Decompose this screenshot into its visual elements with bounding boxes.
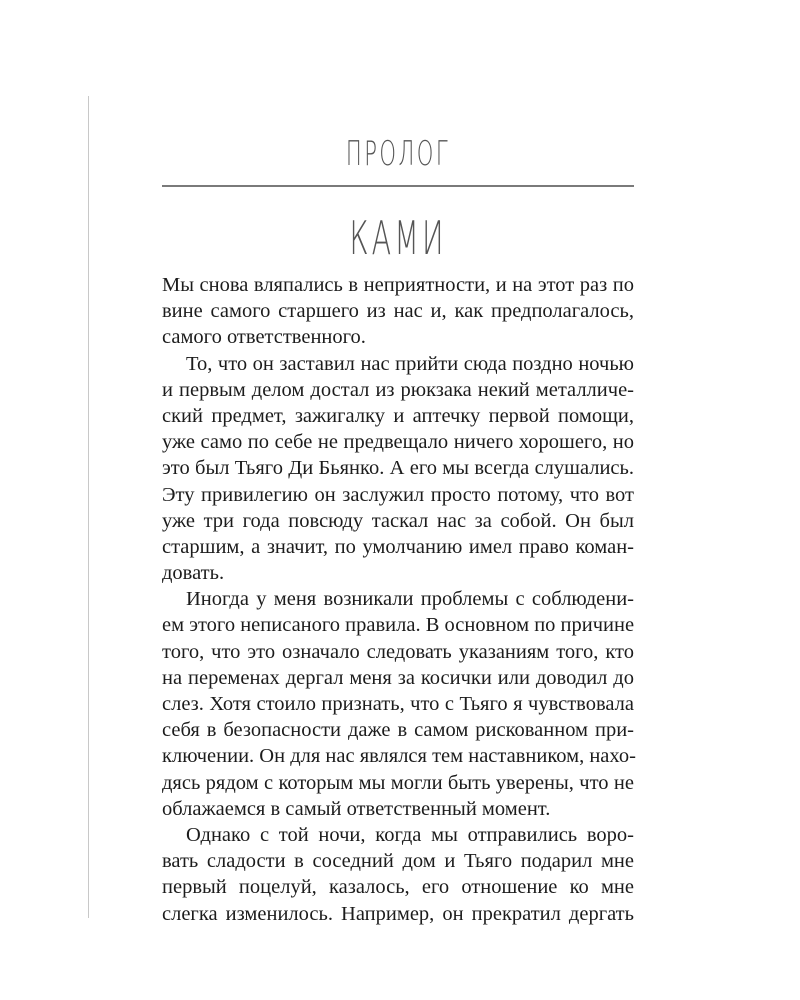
text-line: дясь рядом с которым мы могли быть уверены, что не <box>162 771 634 794</box>
text-line: и первым делом достал из рюкзака некий металличе- <box>162 378 634 401</box>
text-line: ем этого неписаного правила. В основном по причине <box>162 614 635 637</box>
text-line: ключении. Он для нас являлся тем наставником, нахо- <box>162 745 636 768</box>
paragraph-2 <box>162 351 634 587</box>
text-line: старшим, а значит, по умолчанию имел право коман- <box>162 535 634 558</box>
text-line: того, что это означало следовать указаниям того, кто <box>162 640 634 663</box>
text-line: То, что он заставил нас прийти сюда поздно ночью <box>186 352 634 375</box>
text-line: уже три года повсюду таскал нас за собой. Он был <box>162 509 634 532</box>
left-margin-rule <box>88 96 89 918</box>
text-line: вине самого старшего из нас и, как предполагалось, <box>162 300 634 323</box>
text-line: уже само по себе не предвещало ничего хорошего, но <box>162 431 634 454</box>
text-line: слегка изменилось. Например, он прекратил дергать <box>162 902 634 925</box>
text-line: Мы снова вляпались в неприятности, и на этот раз по <box>162 274 634 296</box>
text-line: Однако с той ночи, когда мы отправились воро- <box>186 823 634 846</box>
section-label: ПРОЛОГ <box>345 134 451 174</box>
paragraph-1 <box>162 272 634 351</box>
text-line: Эту привилегию он заслужил просто потому, что вот <box>162 483 634 506</box>
text-line: слез. Хотя стоило признать, что с Тьяго я чувствовала <box>162 693 634 715</box>
body-text <box>162 272 634 927</box>
text-line: на переменах дергал меня за косички или доводил до <box>162 666 634 689</box>
paragraph-3 <box>162 586 634 822</box>
text-line: вать сладости в соседний дом и Тьяго подарил мне <box>162 850 634 873</box>
header-divider <box>162 185 634 187</box>
text-line: это был Тьяго Ди Бьянко. А его мы всегда слушались. <box>162 457 634 480</box>
text-line: Иногда у меня возникали проблемы с соблюдени- <box>186 588 634 611</box>
text-line: ский предмет, зажигалку и аптечку первой помощи, <box>162 404 634 427</box>
text-line: довать. <box>162 562 225 585</box>
text-line: себя в безопасности даже в самом рискованном при- <box>162 719 634 742</box>
chapter-title: КАМИ <box>349 211 447 265</box>
text-line: первый поцелуй, казалось, его отношение ко мне <box>162 876 634 899</box>
text-line: облажаемся в самый ответственный момент. <box>162 797 551 820</box>
text-line: самого ответственного. <box>162 326 366 349</box>
paragraph-4 <box>162 822 634 927</box>
